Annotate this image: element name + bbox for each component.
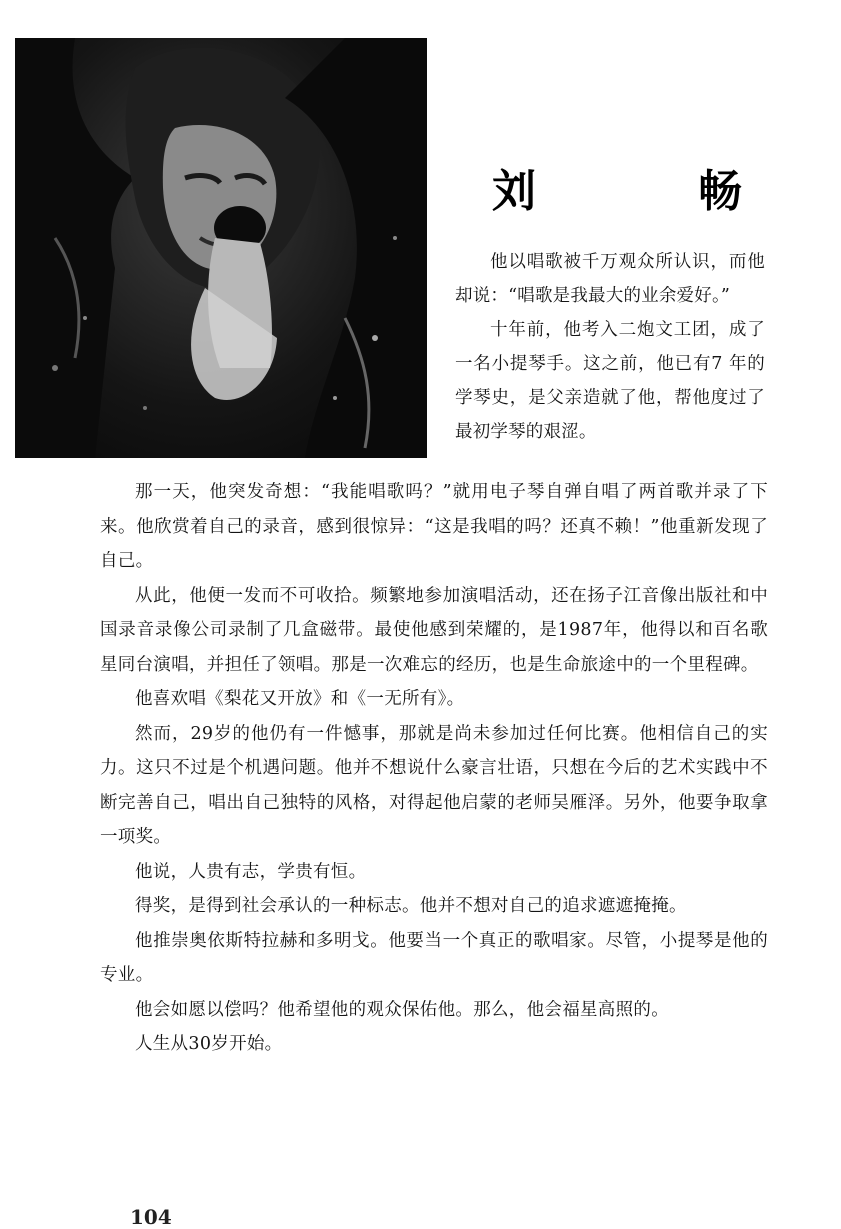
page-title — [492, 162, 742, 222]
intro-paragraph: 十年前，他考入二炮文工团，成了一名小提琴手。这之前，他已有7 年的学琴史，是父亲造就了他，帮他度过了最初学琴的艰涩。 — [455, 320, 765, 442]
body-paragraph: 从此，他便一发而不可收拾。频繁地参加演唱活动，还在扬子江音像出版社和中国录音录像公司录制了几盒磁带。最使他感到荣耀的，是1987年，他得以和百名歌星同台演唱，并担任了领唱。那是一次难忘的经历，也是生命旅途中的一个里程碑。 — [100, 585, 768, 675]
title-char-2: 畅 — [698, 166, 742, 217]
intro-paragraph: 他以唱歌被千万观众所认识，而他却说：“唱歌是我最大的业余爱好。” — [455, 252, 765, 306]
singer-photo — [15, 38, 427, 458]
body-paragraph: 然而，29岁的他仍有一件憾事，那就是尚未参加过任何比赛。他相信自己的实力。这只不过是个机遇问题。他并不想说什么豪言壮语，只想在今后的艺术实践中不断完善自己，唱出自己独特的风格，对得起他启蒙的老师吴雁泽。另外，他要争取拿一项奖。 — [100, 723, 768, 847]
intro-text — [455, 245, 765, 449]
title-char-1: 刘 — [492, 166, 536, 217]
page-number: 104 — [130, 1205, 172, 1229]
body-paragraph: 他说，人贵有志，学贵有恒。 — [135, 861, 367, 882]
body-paragraph: 他喜欢唱《梨花又开放》和《一无所有》。 — [135, 689, 465, 709]
body-paragraph: 那一天，他突发奇想：“我能唱歌吗？”就用电子琴自弹自唱了两首歌并录了下来。他欣赏着自己的录音，感到很惊异：“这是我唱的吗？还真不赖！”他重新发现了自己。 — [100, 482, 768, 571]
body-paragraph: 得奖，是得到社会承认的一种标志。他并不想对自己的追求遮遮掩掩。 — [135, 896, 687, 916]
body-text — [100, 475, 768, 1062]
body-paragraph: 他会如愿以偿吗？他希望他的观众保佑他。那么，他会福星高照的。 — [135, 999, 669, 1020]
singer-portrait-icon — [15, 38, 427, 458]
body-paragraph: 他推崇奥依斯特拉赫和多明戈。他要当一个真正的歌唱家。尽管，小提琴是他的专业。 — [100, 930, 768, 985]
body-paragraph: 人生从30岁开始。 — [135, 1034, 283, 1054]
